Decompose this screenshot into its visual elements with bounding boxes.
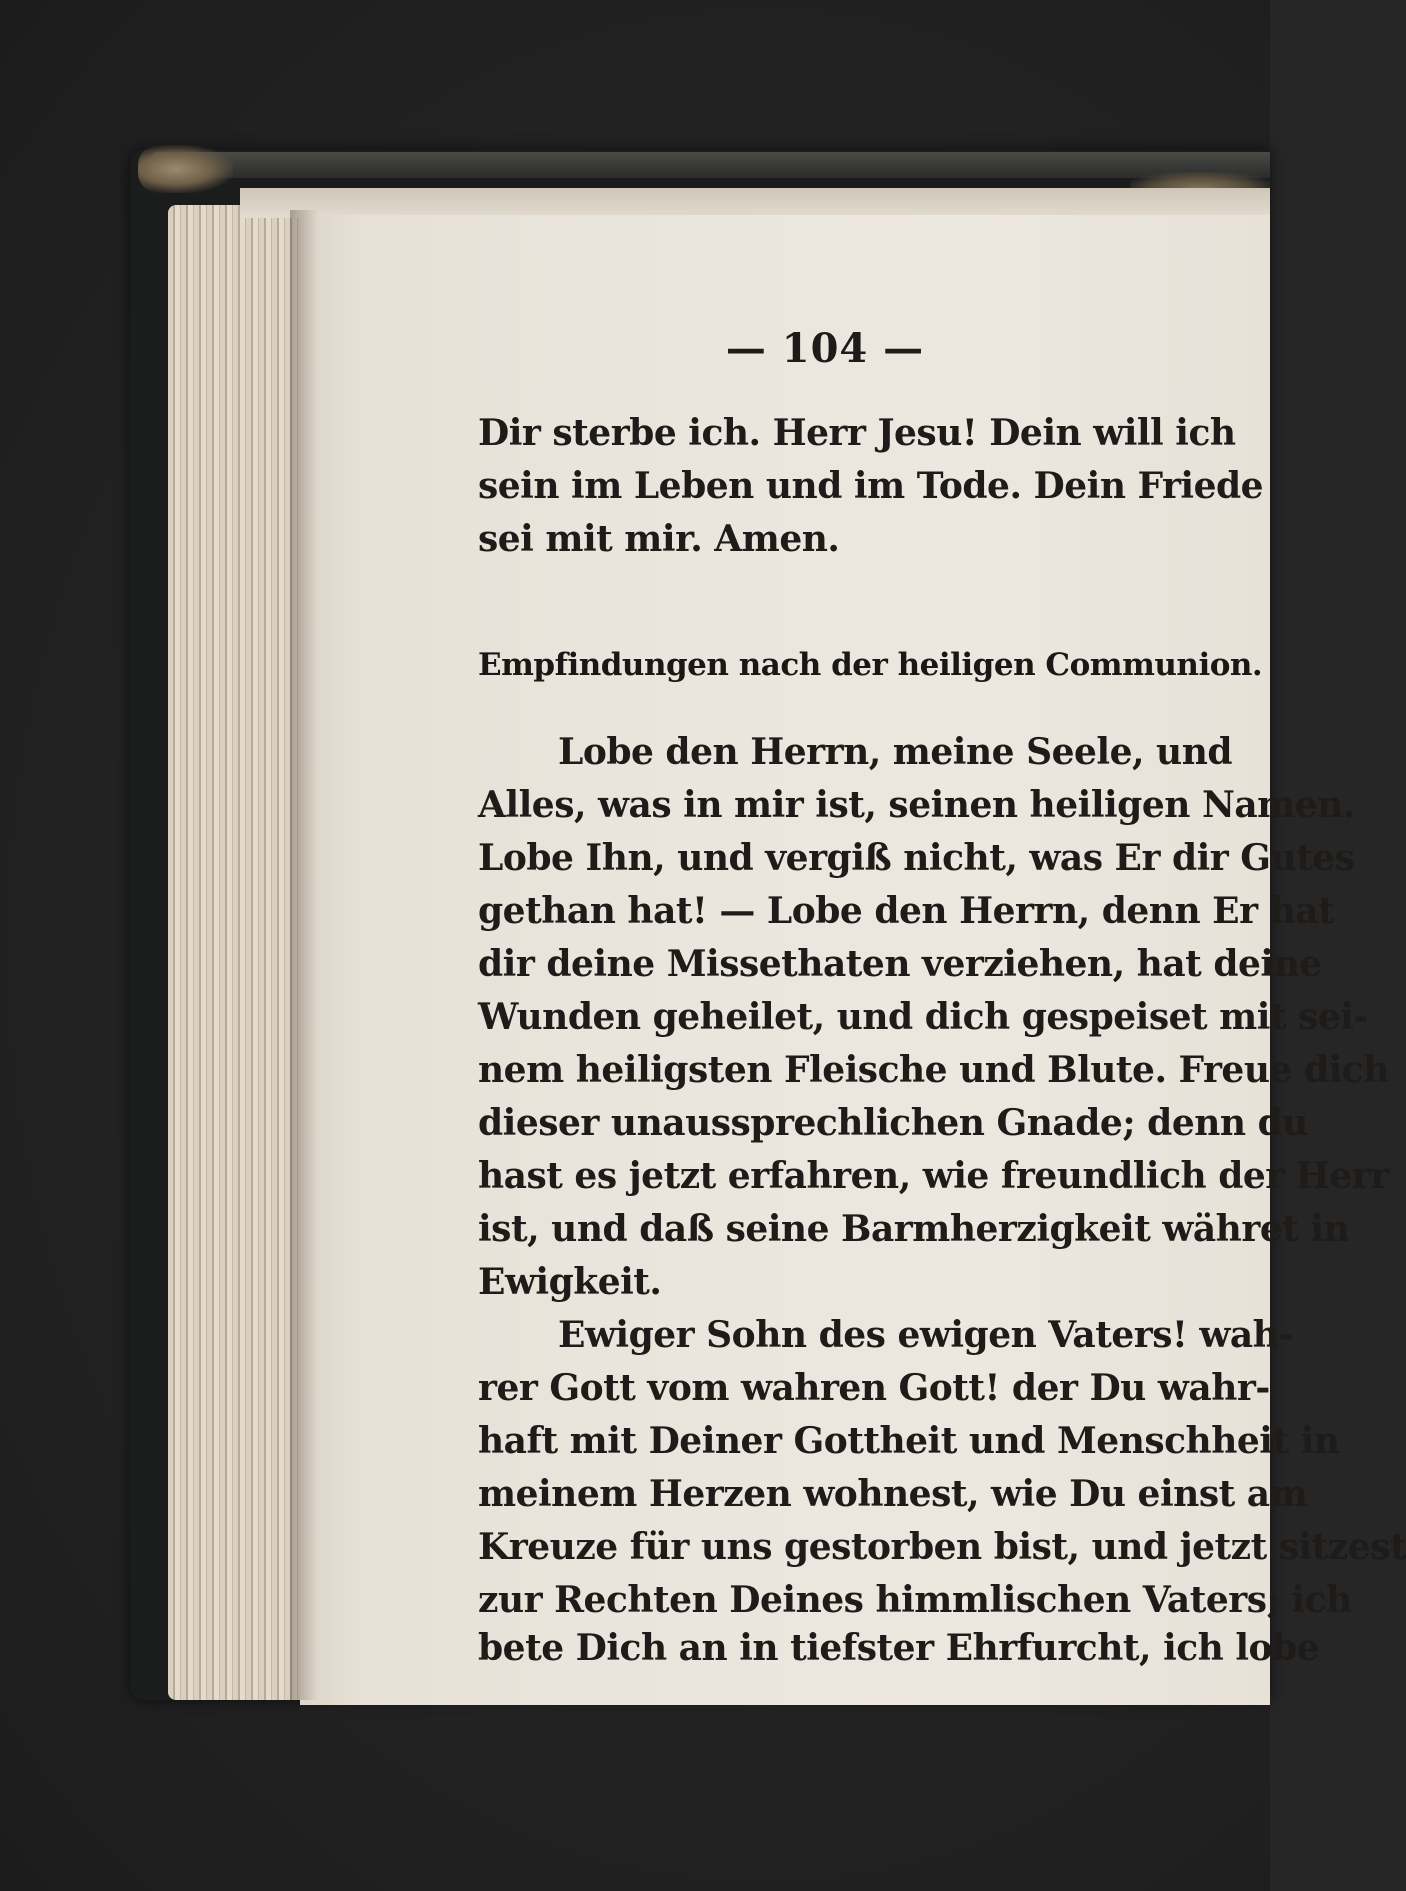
text-line: Wunden geheilet, und dich gespeiset mit sei-	[478, 996, 1368, 1038]
text-line: sei mit mir. Amen.	[478, 518, 840, 560]
text-line: dieser unaussprechlichen Gnade; denn du	[478, 1102, 1308, 1144]
text-line: gethan hat! — Lobe den Herrn, denn Er hat	[478, 890, 1335, 932]
page-gutter-shadow	[290, 210, 318, 1700]
text-line: bete Dich an in tiefster Ehrfurcht, ich lobe	[478, 1627, 1320, 1669]
page-number: — 104 —	[725, 325, 925, 372]
section-heading: Empfindungen nach der heiligen Communion.	[478, 647, 1263, 683]
text-line: dir deine Missethaten verziehen, hat deine	[478, 943, 1322, 985]
book-cover-top-edge	[150, 152, 1270, 178]
text-line: zur Rechten Deines himmlischen Vaters; ich	[478, 1579, 1352, 1621]
text-line: Lobe den Herrn, meine Seele, und	[558, 731, 1233, 773]
text-line: nem heiligsten Fleische und Blute. Freue dich	[478, 1049, 1389, 1091]
worn-cover-corner	[138, 145, 233, 193]
text-line: hast es jetzt erfahren, wie freundlich der Herr	[478, 1155, 1389, 1197]
text-line: Dir sterbe ich. Herr Jesu! Dein will ich	[478, 412, 1236, 454]
text-line: rer Gott vom wahren Gott! der Du wahr-	[478, 1367, 1270, 1409]
text-line: Lobe Ihn, und vergiß nicht, was Er dir Gutes	[478, 837, 1355, 879]
text-line: meinem Herzen wohnest, wie Du einst am	[478, 1473, 1308, 1515]
text-line: sein im Leben und im Tode. Dein Friede	[478, 465, 1264, 507]
text-line: Ewiger Sohn des ewigen Vaters! wah-	[558, 1314, 1293, 1356]
text-line: ist, und daß seine Barmherzigkeit währet in	[478, 1208, 1350, 1250]
text-line: Alles, was in mir ist, seinen heiligen Namen.	[478, 784, 1355, 826]
page-top-edge	[240, 188, 1270, 218]
text-line: haft mit Deiner Gottheit und Menschheit in	[478, 1420, 1340, 1462]
text-line: Kreuze für uns gestorben bist, und jetzt sitzest	[478, 1526, 1406, 1568]
text-line: Ewigkeit.	[478, 1261, 662, 1303]
